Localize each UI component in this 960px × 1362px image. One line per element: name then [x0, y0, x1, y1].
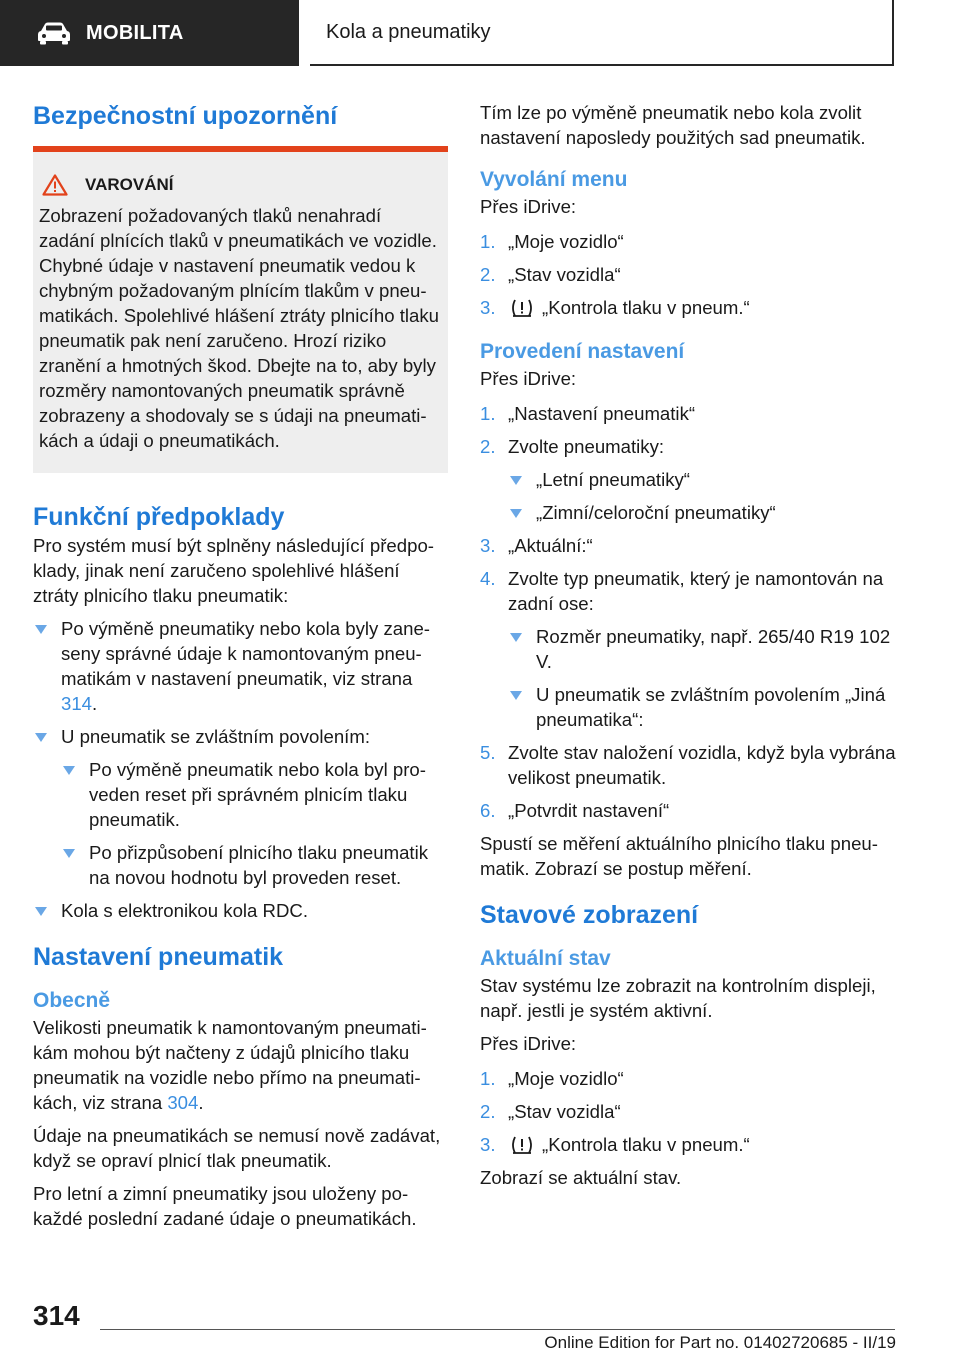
list-item: „Letní pneumatiky“	[508, 467, 898, 492]
section-tab	[0, 0, 299, 66]
current-status-heading: Aktuální stav	[480, 947, 611, 970]
warning-triangle-icon	[42, 174, 68, 196]
list-item: 2. „Stav vozidla“	[480, 1101, 621, 1122]
perform-after: Spustí se měření aktuálního plnicího tlaku pneu- matik. Zobrazí se postup měření.	[480, 833, 878, 879]
prerequisites-heading: Funkční předpoklady	[33, 503, 285, 531]
status-heading: Stavové zobrazení	[480, 901, 699, 929]
list-item: 4. Zvolte typ pneumatik, který je namontován na zadní ose: Rozměr pneumatiky, např. 265/40 R19 102 V. U pneumatik se zvláštním povolením „Jiná pneumatika“:	[480, 566, 898, 732]
current-after: Zobrazí se aktuální stav.	[480, 1167, 682, 1188]
page-link-304[interactable]: 304	[167, 1092, 199, 1113]
warning-text: Zobrazení požadovaných tlaků nenahradí zadání plnících tlaků v pneumatikách ve vozidle. Chybné údaje v nastavení pneumatik vedou k chybným požadovaným plnícím tlakům v pneu- matikách. Spolehlivé hlášení ztráty plnicího tlaku pneumatik pak není zaručeno. Hrozí riziko zranění a hmotných škod. Dbejte na to, aby byly rozměry namontovaných pneumatik správně zobrazeny a shodovaly se s údaji na pneumati- kách a údaji o pneumatikách.	[39, 205, 439, 451]
right-column	[480, 100, 898, 1190]
list-item: 3. „Aktuální:“	[480, 535, 593, 556]
footer-divider	[100, 1329, 895, 1330]
list-item: 3. „Kontrola tlaku v pneum.“	[480, 297, 750, 318]
list-item: U pneumatik se zvláštním povolením „Jiná pneumatika“:	[508, 682, 898, 732]
general-heading: Obecně	[33, 989, 111, 1012]
perform-heading: Provedení nastavení	[480, 340, 685, 363]
list-item: 1. „Nastavení pneumatik“	[480, 403, 696, 424]
sub-list	[508, 624, 898, 732]
list-item: 1. „Moje vozidlo“	[480, 1068, 624, 1089]
list-item: 3. „Kontrola tlaku v pneum.“	[480, 1134, 750, 1155]
list-item: Po výměně pneumatik nebo kola byl pro- veden reset při správném plnicím tlaku pneumatik.	[61, 757, 448, 832]
sub-list	[61, 757, 448, 890]
list-item: 2. „Stav vozidla“	[480, 264, 621, 285]
general-paragraph: Údaje na pneumatikách se nemusí nově zadávat, když se opraví plnicí tlak pneumatik.	[33, 1125, 441, 1171]
general-paragraph: Velikosti pneumatik k namontovaným pneumati- kám mohou být načteny z údajů plnicího tlaku pneumatik na vozidle nebo přímo na pneumati- kách, viz strana 304.	[33, 1017, 427, 1113]
safety-heading: Bezpečnostní upozornění	[33, 102, 338, 130]
list-item: 2. Zvolte pneumatiky: „Letní pneumatiky“ „Zimní/celoroční pneumatiky“	[480, 434, 898, 525]
current-status-paragraph: Stav systému lze zobrazit na kontrolním displeji, např. jestli je systém aktivní.	[480, 975, 876, 1021]
current-via: Přes iDrive:	[480, 1033, 577, 1054]
warning-title: VAROVÁNÍ	[85, 175, 174, 194]
list-item: 5. Zvolte stav naložení vozidla, když byla vybrána velikost pneumatik.	[480, 742, 896, 788]
menu-heading: Vyvolání menu	[480, 168, 628, 191]
prerequisites-intro: Pro systém musí být splněny následující předpo- klady, jinak není zaručeno spolehlivé hlášení ztráty plnicího tlaku pneumatik:	[33, 535, 434, 606]
section-label: MOBILITA	[86, 21, 184, 44]
list-item: 1. „Moje vozidlo“	[480, 231, 624, 252]
list-item: Po přizpůsobení plnicího tlaku pneumatik na novou hodnotu byl proveden reset.	[61, 840, 448, 890]
tire-settings-heading: Nastavení pneumatik	[33, 943, 284, 971]
chapter-label: Kola a pneumatiky	[326, 20, 491, 43]
perform-steps	[480, 401, 898, 823]
page-number: 314	[33, 1300, 80, 1331]
tire-pressure-icon	[510, 298, 534, 318]
list-item: „Zimní/celoroční pneumatiky“	[508, 500, 898, 525]
edition-footer: Online Edition for Part no. 01402720685 - II/19	[544, 1333, 896, 1352]
sub-list	[508, 467, 898, 525]
chapter-header	[310, 0, 894, 66]
general-paragraph: Pro letní a zimní pneumatiky jsou uloženy po- každé poslední zadané údaje o pneumatikách.	[33, 1183, 417, 1229]
warning-header	[39, 172, 440, 197]
list-item: Rozměr pneumatiky, např. 265/40 R19 102 V.	[508, 624, 898, 674]
list-item: U pneumatik se zvláštním povolením: Po výměně pneumatik nebo kola byl pro- veden reset při správném plnicím tlaku pneumatik. Po přizpůsobení plnicího tlaku pneumatik na novou hodnotu byl proveden reset.	[33, 724, 448, 890]
left-column	[33, 100, 448, 1231]
tire-pressure-icon	[510, 1135, 534, 1155]
list-item: Po výměně pneumatiky nebo kola byly zane- seny správné údaje k namontovaným pneu- matikám v nastavení pneumatik, viz strana 314.	[33, 616, 448, 716]
page-link-314[interactable]: 314	[61, 693, 93, 714]
menu-via: Přes iDrive:	[480, 196, 577, 217]
perform-via: Přes iDrive:	[480, 368, 577, 389]
prerequisites-list	[33, 616, 448, 923]
warning-box	[33, 146, 448, 473]
list-item: Kola s elektronikou kola RDC.	[33, 898, 448, 923]
intro-paragraph: Tím lze po výměně pneumatik nebo kola zvolit nastavení naposledy použitých sad pneumatik.	[480, 102, 866, 148]
current-steps	[480, 1066, 898, 1157]
menu-steps	[480, 229, 898, 320]
list-item: 6. „Potvrdit nastavení“	[480, 800, 670, 821]
car-icon	[36, 21, 72, 45]
